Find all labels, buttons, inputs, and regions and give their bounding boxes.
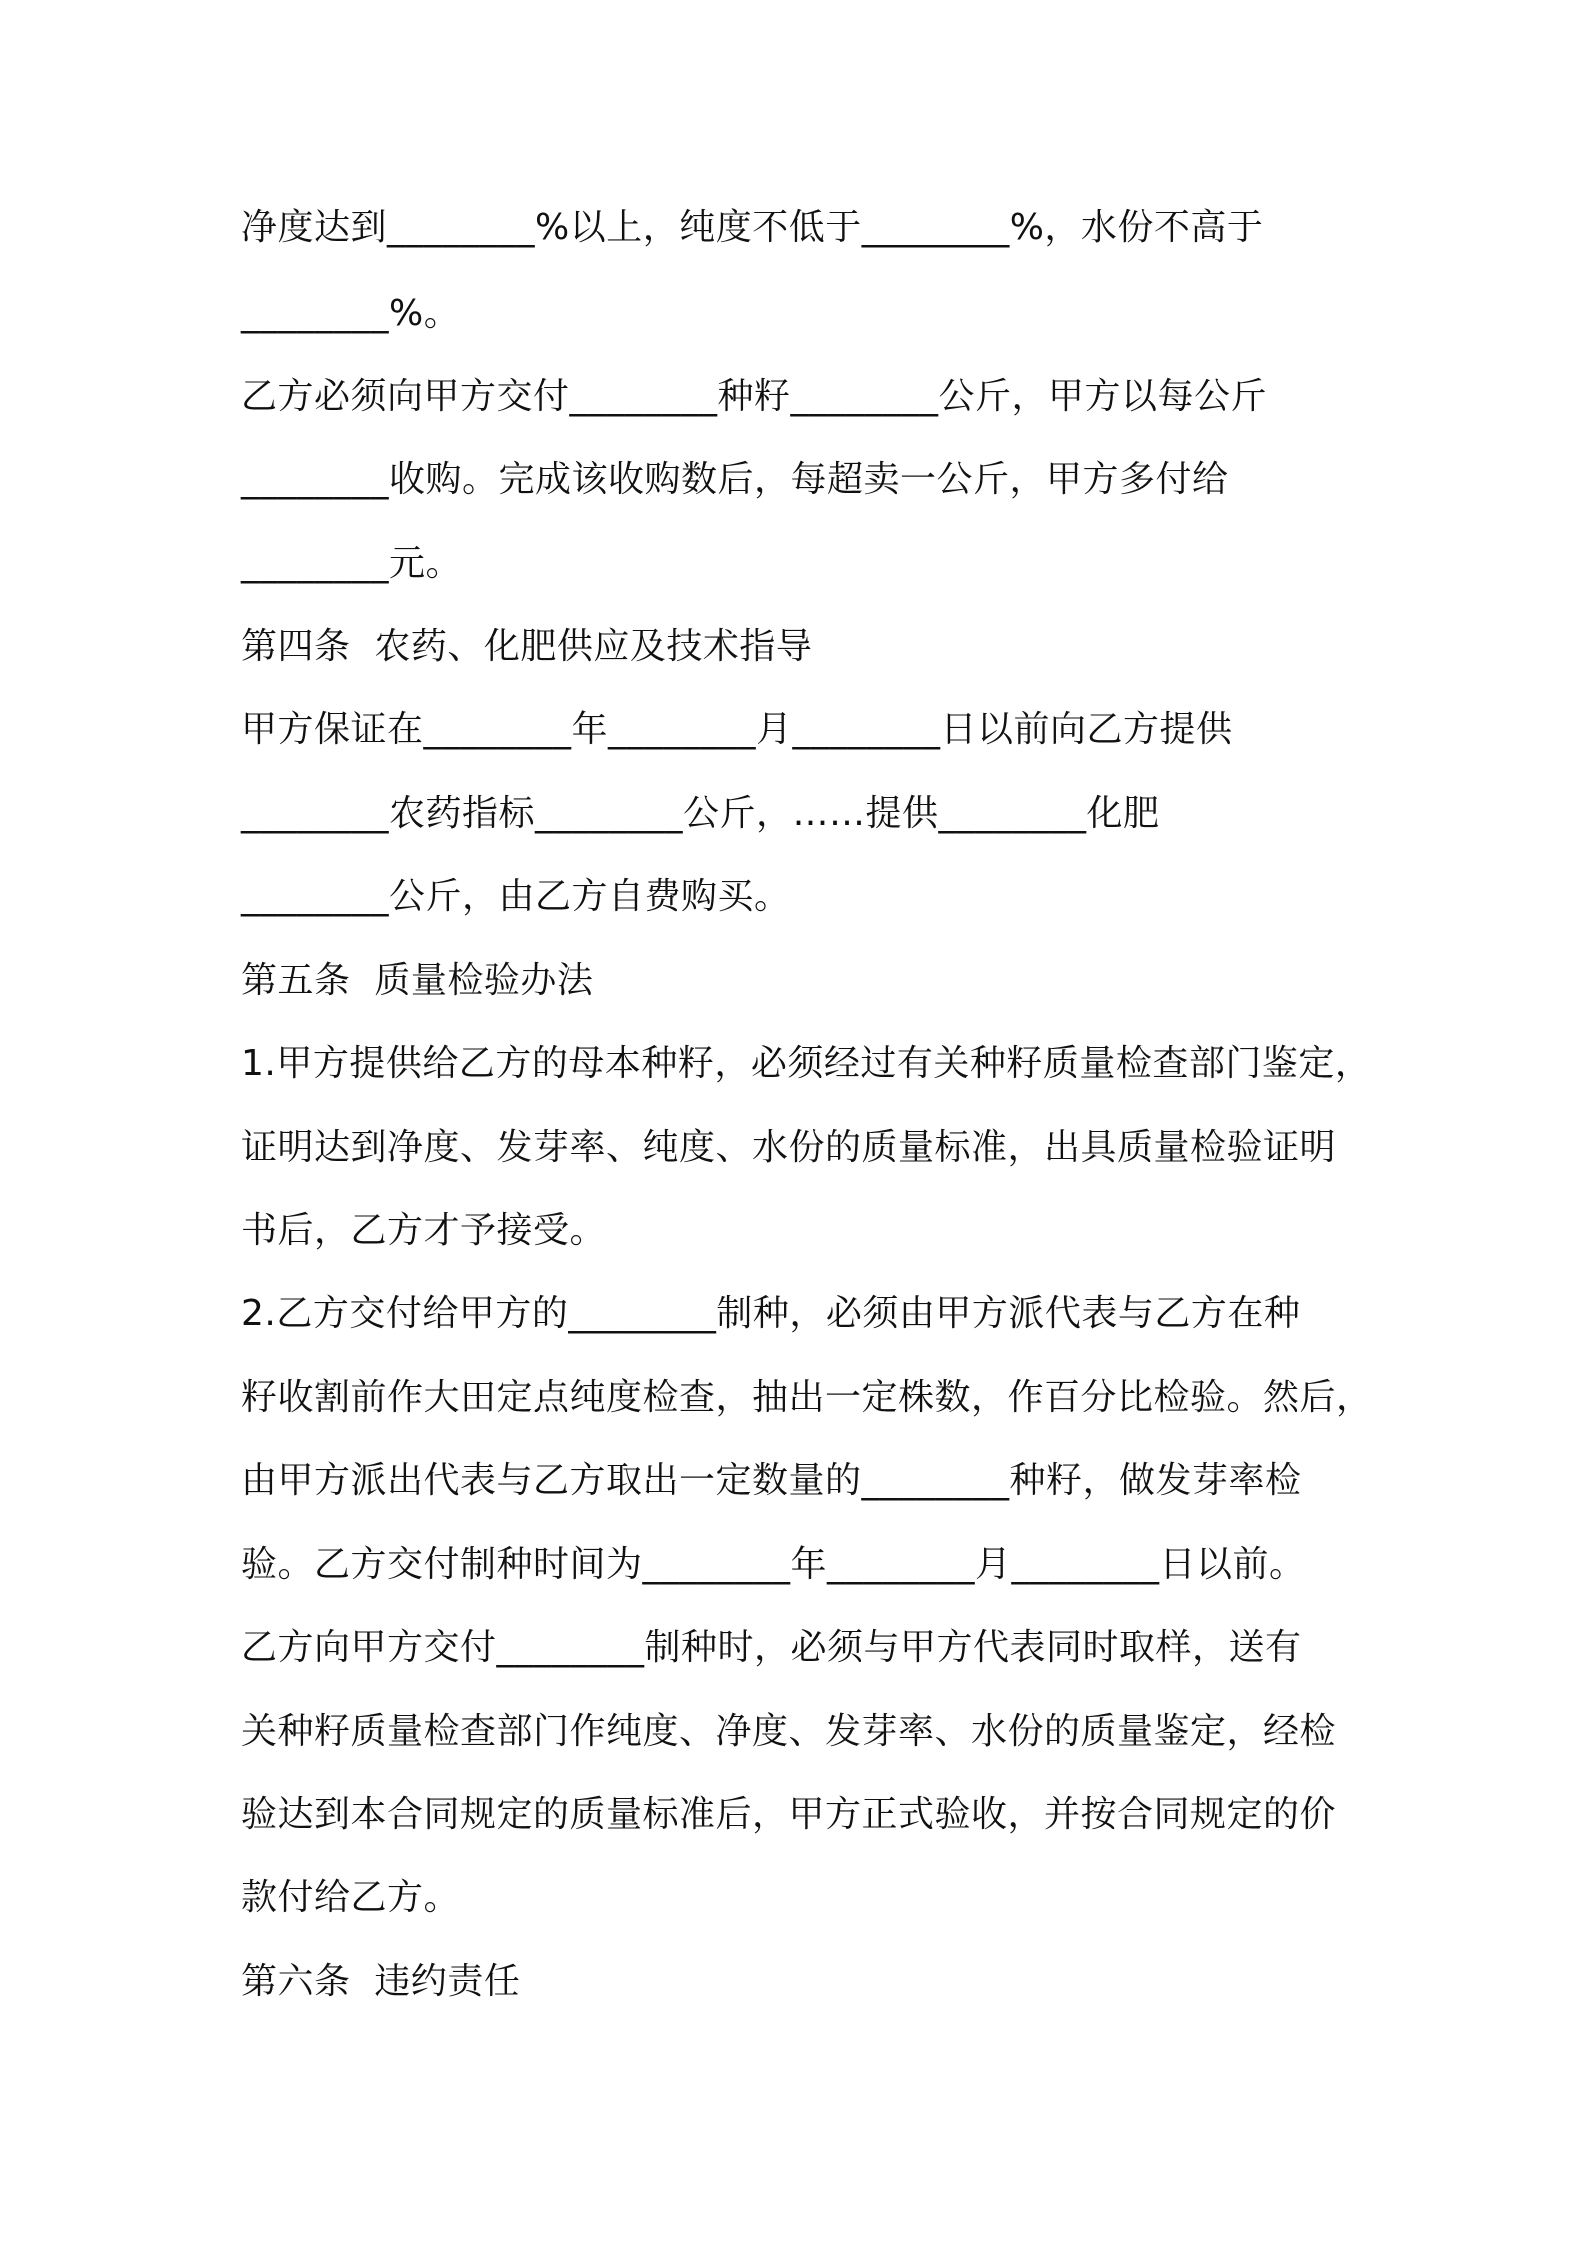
clause-text-line: 书后，乙方才予接受。 [241,1210,607,1251]
clause-text-line: ________%。 [241,293,461,334]
clause-text-line: ________农药指标________公斤，……提供________化肥 [241,793,1160,834]
clause-text-line: 籽收割前作大田定点纯度检查，抽出一定株数，作百分比检验。然后， [241,1377,1373,1418]
clause-text-line: ________收购。完成该收购数后，每超卖一公斤，甲方多付给 [241,459,1229,500]
article-heading: 第四条 农药、化肥供应及技术指导 [241,626,813,667]
clause-text-line: 乙方向甲方交付________制种时，必须与甲方代表同时取样，送有 [241,1627,1302,1668]
clause-text-line: 证明达到净度、发芽率、纯度、水份的质量标准，出具质量检验证明 [241,1127,1337,1168]
clause-text-line: ________公斤，由乙方自费购买。 [241,876,791,917]
clause-text-line: 净度达到________%以上，纯度不低于________%，水份不高于 [241,207,1264,248]
clause-text-line: 验。乙方交付制种时间为________年________月________日以前。 [241,1544,1306,1585]
clause-text-line: 由甲方派出代表与乙方取出一定数量的________种籽，做发芽率检 [241,1460,1302,1501]
clause-text-line: 关种籽质量检查部门作纯度、净度、发芽率、水份的质量鉴定，经检 [241,1711,1337,1752]
clause-text-line: 2.乙方交付给甲方的________制种，必须由甲方派代表与乙方在种 [241,1293,1301,1334]
clause-text-line: 1.甲方提供给乙方的母本种籽，必须经过有关种籽质量检查部门鉴定， [241,1043,1372,1084]
clause-text-line: 甲方保证在________年________月________日以前向乙方提供 [241,709,1233,750]
clause-text-line: ________元。 [241,543,463,584]
article-heading: 第六条 违约责任 [241,1961,521,2002]
article-heading: 第五条 质量检验办法 [241,960,594,1001]
clause-text-line: 乙方必须向甲方交付________种籽________公斤，甲方以每公斤 [241,376,1268,417]
clause-text-line: 款付给乙方。 [241,1877,461,1918]
clause-text-line: 验达到本合同规定的质量标准后，甲方正式验收，并按合同规定的价 [241,1794,1337,1835]
